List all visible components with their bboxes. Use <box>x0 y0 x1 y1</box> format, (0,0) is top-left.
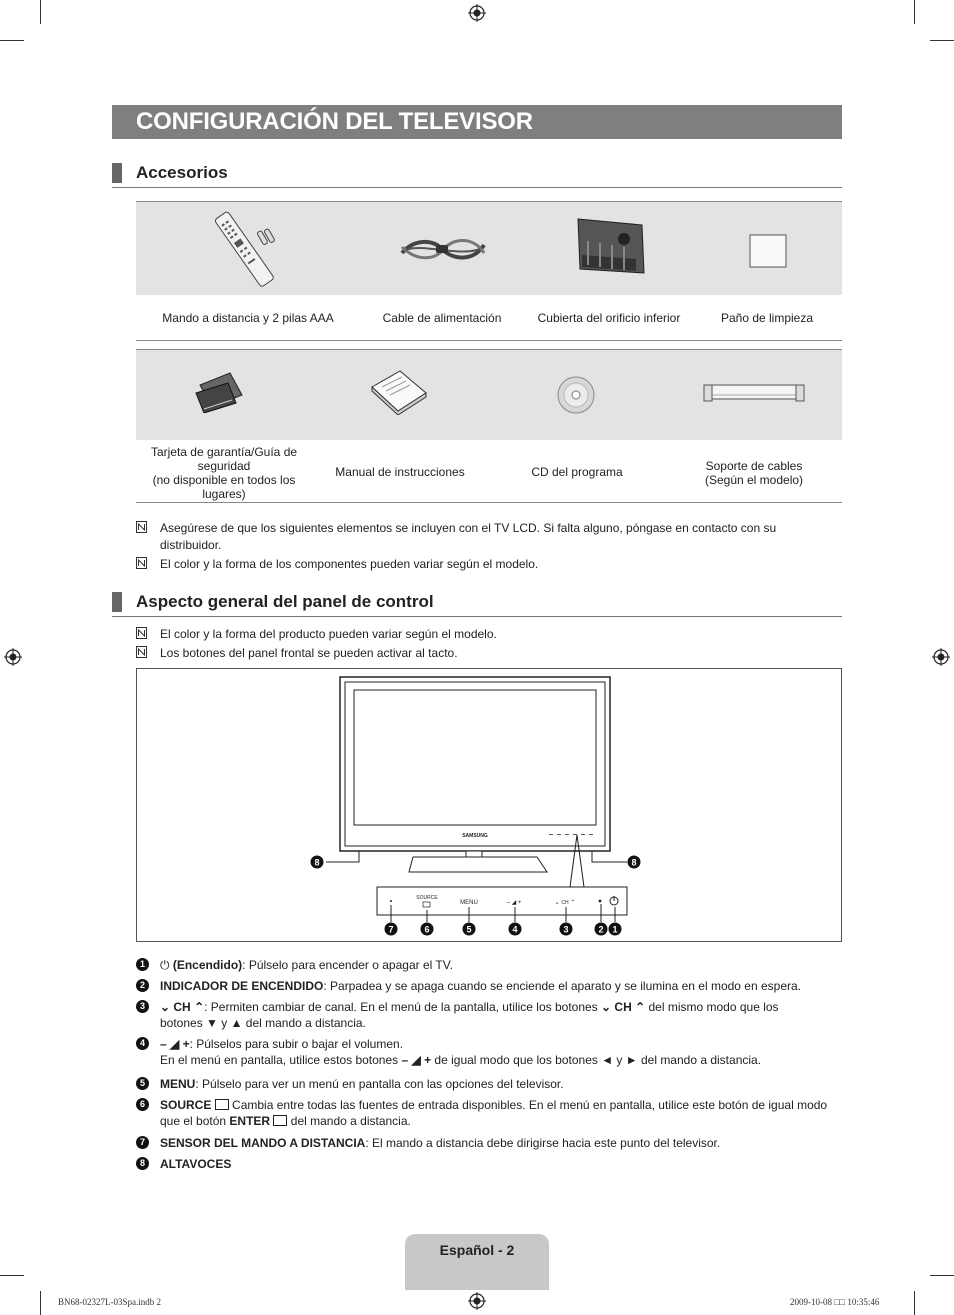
accessory-label: Mando a distancia y 2 pilas AAA <box>162 311 334 325</box>
page-number: Español - 2 <box>439 1242 515 1258</box>
legend-item: 1 ⏻ (Encendido): Púlselo para encender o apagar el TV. <box>136 957 842 975</box>
registration-mark-icon <box>4 648 22 666</box>
callout-number: 8 <box>314 857 320 868</box>
crop-mark <box>930 40 954 41</box>
power-cable-icon <box>398 231 488 267</box>
svg-text:– ◢ +: – ◢ + <box>506 900 522 906</box>
legend-item: 3 ⌄ CH ⌃: Permiten cambiar de canal. En el menú de la pantalla, utilice los botones ⌄ CH ⌃ del mismo modo que los botones ▼ y ▲ del mando a distancia. <box>136 999 842 1033</box>
page-title: CONFIGURACIÓN DEL TELEVISOR <box>136 108 533 135</box>
section-title: Accesorios <box>136 163 228 182</box>
crop-mark <box>0 1275 24 1276</box>
crop-mark <box>914 0 915 24</box>
accessory-label: Manual de instrucciones <box>335 465 465 479</box>
legend-item: 5 MENU: Púlselo para ver un menú en pantalla con las opciones del televisor. <box>136 1076 842 1094</box>
callout-number: 5 <box>466 924 472 935</box>
crop-mark <box>0 40 24 41</box>
crop-mark <box>914 1291 915 1315</box>
crop-mark <box>40 1291 41 1315</box>
cd-icon <box>556 375 596 415</box>
legend-item: 4 – ◢ +: Púlselos para subir o bajar el volumen. En el menú en pantalla, utilice estos botones – ◢ + de igual modo que los botones ◄ y ► del mando a distancia. <box>136 1036 842 1070</box>
remote-control-icon <box>208 209 284 287</box>
page-title-bar <box>112 105 842 139</box>
accessory-label: Cable de alimentación <box>382 311 502 325</box>
crop-mark <box>930 1275 954 1276</box>
accessory-label: Soporte de cables (Según el modelo) <box>704 459 804 487</box>
note: Asegúrese de que los siguientes elementos se incluyen con el TV LCD. Si falta alguno, póngase en contacto con su distribuidor. <box>136 520 842 556</box>
legend-item: 2 INDICADOR DE ENCENDIDO: Parpadea y se apaga cuando se enciende el aparato y se ilumina en el modo en espera. <box>136 978 842 996</box>
accessory-label: Cubierta del orificio inferior <box>537 311 681 325</box>
note: El color y la forma de los componentes pueden variar según el modelo. <box>136 556 842 574</box>
note-icon <box>136 557 147 569</box>
cable-holder-icon <box>702 381 806 405</box>
section-marker <box>112 163 122 183</box>
print-file-name: BN68-02327L-03Spa.indb 2 <box>58 1297 161 1307</box>
section-marker <box>112 592 122 612</box>
section-header-accessories <box>112 161 842 188</box>
note-icon <box>136 646 147 658</box>
legend-item: 8 ALTAVOCES <box>136 1156 842 1174</box>
registration-mark-icon <box>932 648 950 666</box>
callout-number: 3 <box>563 924 569 935</box>
source-icon <box>215 1099 229 1110</box>
enter-icon <box>273 1115 287 1126</box>
page-number-tab <box>405 1234 549 1290</box>
callout-number: 7 <box>388 924 394 935</box>
callout-number: 1 <box>612 924 618 935</box>
accessories-table <box>136 201 842 503</box>
brand-logo: SAMSUNG <box>462 833 488 839</box>
note-icon <box>136 521 147 533</box>
note: El color y la forma del producto pueden variar según el modelo. <box>136 626 842 644</box>
svg-text:⌄ CH ⌃: ⌄ CH ⌃ <box>554 900 576 906</box>
note-icon <box>136 627 147 639</box>
legend-item: 7 SENSOR DEL MANDO A DISTANCIA: El mando a distancia debe dirigirse hacia este punto del televisor. <box>136 1135 842 1153</box>
registration-mark-icon <box>468 4 486 22</box>
accessory-label: CD del programa <box>531 465 623 479</box>
menu-control-label: MENU <box>460 900 478 906</box>
registration-mark-icon <box>468 1292 486 1310</box>
cleaning-cloth-icon <box>748 233 788 269</box>
section-title: Aspecto general del panel de control <box>136 592 434 611</box>
manual-icon <box>368 369 430 415</box>
control-panel-diagram <box>136 668 842 942</box>
callout-number: 8 <box>631 857 637 868</box>
ch-control-label: CH <box>561 900 569 906</box>
tv-diagram <box>137 669 841 941</box>
legend-item: 6 SOURCE Cambia entre todas las fuentes de entrada disponibles. En el menú en pantalla, utilice este botón de igual modo que el botón ENTER del mando a distancia. <box>136 1097 842 1131</box>
print-timestamp: 2009-10-08 □□ 10:35:46 <box>790 1297 880 1307</box>
callout-number: 2 <box>598 924 604 935</box>
bottom-cover-icon <box>572 215 648 277</box>
section-header-panel <box>112 590 842 617</box>
warranty-card-icon <box>194 371 248 413</box>
accessory-label: Tarjeta de garantía/Guía de seguridad (no disponible en todos los lugares) <box>150 445 298 501</box>
note: Los botones del panel frontal se pueden activar al tacto. <box>136 645 842 663</box>
accessory-label: Paño de limpieza <box>720 311 814 325</box>
source-control-label: SOURCE <box>416 895 438 901</box>
callout-number: 6 <box>424 924 430 935</box>
callout-number: 4 <box>512 924 518 935</box>
crop-mark <box>40 0 41 24</box>
